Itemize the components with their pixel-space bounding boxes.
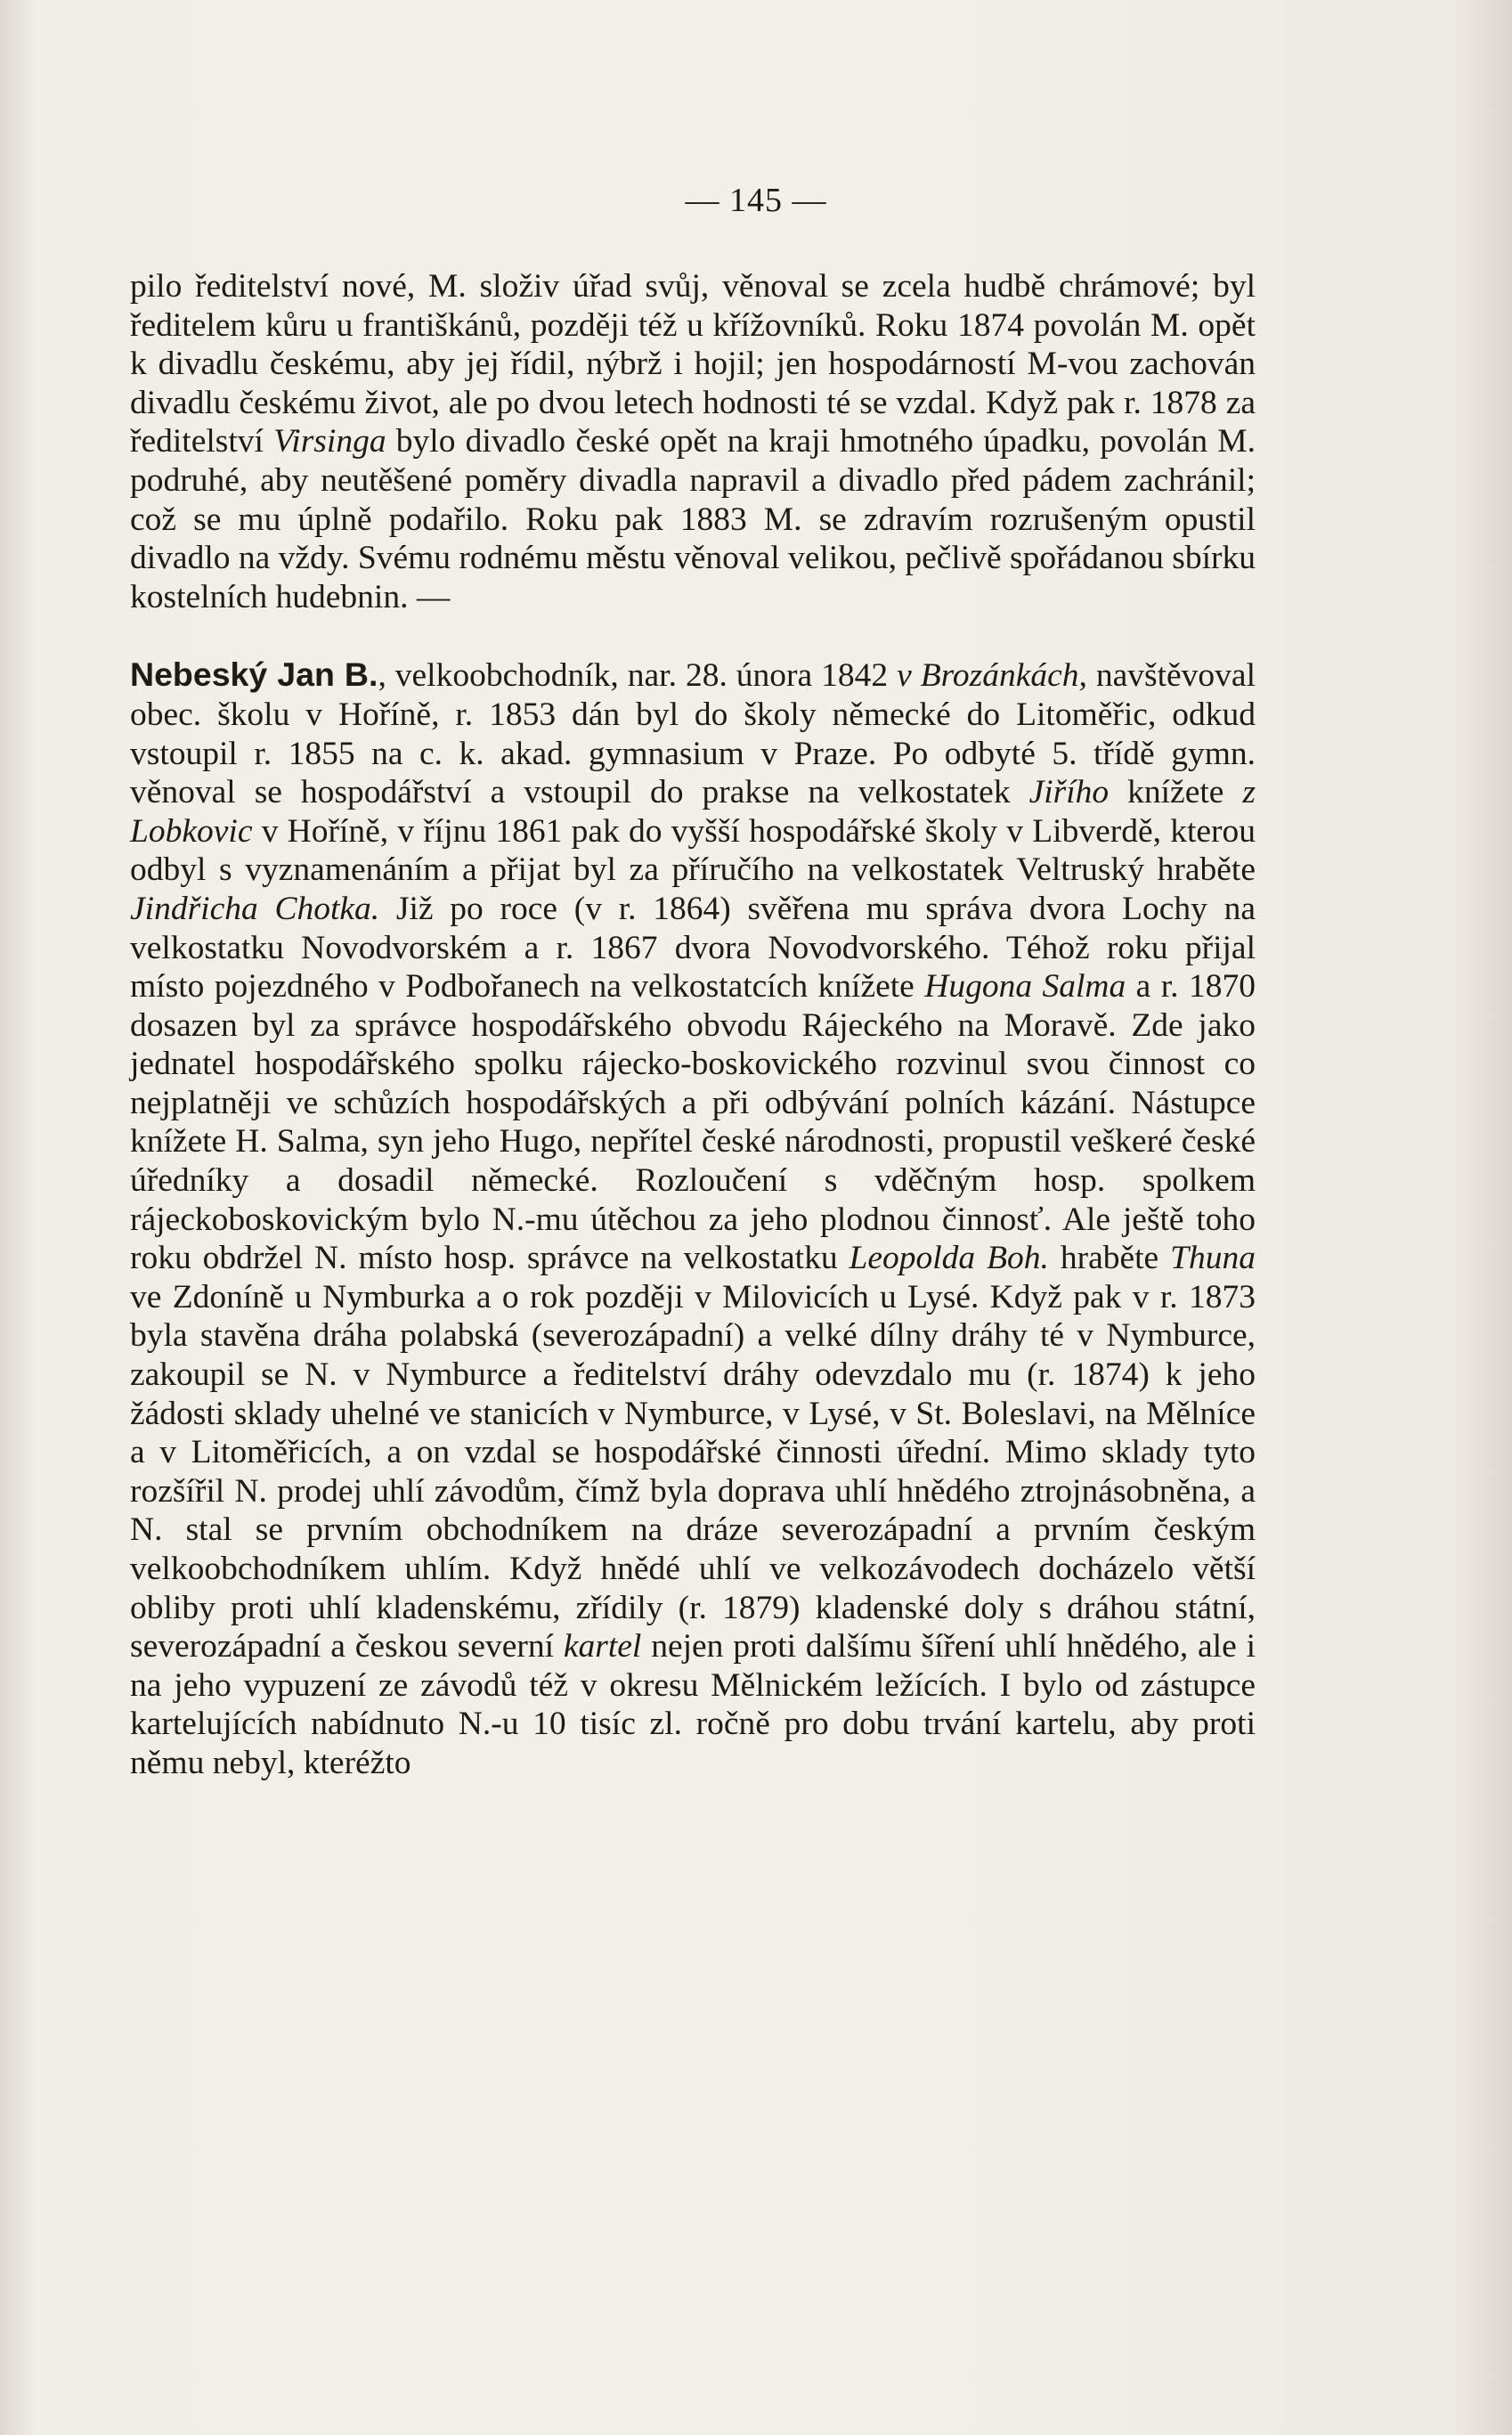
italic-name: Jindřicha Chotka. xyxy=(130,890,380,927)
paragraph-nebesky xyxy=(130,656,1256,1782)
body-text xyxy=(130,267,1256,1783)
text-run: , velkoobchodník, nar. 28. února 1842 xyxy=(378,657,898,695)
italic-name: Leopolda Boh. xyxy=(849,1240,1049,1277)
page-number: — 145 — xyxy=(685,182,827,219)
text-run: v Hoříně, v říjnu 1861 pak do vyšší hospodářské školy v Libverdě, kterou odbyl s vyznamenáním a přijat byl za příručího na velkostatek Veltruský hraběte xyxy=(130,812,1256,889)
entry-lead xyxy=(130,657,378,694)
text-run: ve Zdoníně u Nymburka a o rok později v Milovicích u Lysé. Když pak v r. 1873 byla stavěna dráha polabská (severozápadní) a velké dílny dráhy té v Nymburce, zakoupil se N. v Nymburce a ředitelství dráhy odevzdalo mu (r. 1874) k jeho žádosti sklady uhelné ve stanicích v Nymburce, v Lysé, v St. Boleslavi, na Mělníce a v Litoměřicích, a on vzdal se hospodářské činnosti úřední. Mimo sklady tyto rozšířil N. prodej uhlí závodům, čímž byla doprava uhlí hnědého ztrojnásobněna, a N. stal se prvním obchodníkem na dráze severozápadní a prvním českým velkoobchodníkem uhlím. Když hnědé uhlí ve velkozávodech docházelo větší obliby proti uhlí kladenskému, zřídily (r. 1879) kladenské doly s dráhou státní, severozápadní a českou severní xyxy=(130,1278,1256,1665)
italic-name: Hugona Salma xyxy=(924,968,1126,1006)
text-run: navštěvoval obec. školu v Hoříně, r. 1853 dán byl do školy německé do Litoměřic, odkud vstoupil r. 1855 na c. k. akad. gymnasium v Praze. Po odbyté 5. třídě gymn. věnoval se hospodářství a vstoupil do prakse na velkostatek xyxy=(130,657,1256,811)
text-run: Již po roce (v r. 1864) svěřena mu správa dvora Lochy na velkostatku Novodvorském a r. 1867 dvora Novodvorského. Téhož roku přijal místo pojezdného v Podbořanech na velkostatcích knížete xyxy=(130,890,1256,1006)
paragraph-mosic-end xyxy=(130,267,1256,616)
italic-name: Thuna xyxy=(1170,1240,1256,1277)
italic-name: Virsinga xyxy=(273,423,386,460)
italic-name: z Lobkovic xyxy=(130,774,1256,850)
text-run: nejen proti dalšímu šíření uhlí hnědého, ale i na jeho vypuzení ze závodů též v okresu Mělnickém ležících. I bylo od zástupce kartelujících nabídnuto N.-u 10 tisíc zl. ročně pro dobu trvání kartelu, aby proti němu nebyl, kteréžto xyxy=(130,1628,1256,1781)
italic-term: kartel xyxy=(563,1628,642,1665)
text-run: hraběte xyxy=(1048,1240,1171,1277)
italic-name: Jiřího xyxy=(1028,774,1110,811)
text-run: bylo divadlo české opět na kraji hmotného úpadku, povolán M. podruhé, aby neutěšené poměry divadla napravil a divadlo před pádem zachránil; což se mu úplně podařilo. Roku pak 1883 M. se zdravím rozrušeným opustil divadlo na vždy. Svému rodnému městu věnoval velikou, pečlivě spořádanou sbírku kostelních hudebnin. — xyxy=(130,423,1256,615)
entry-heading: Nebeský Jan B. xyxy=(130,656,378,694)
text-run: knížete xyxy=(1109,774,1243,811)
text-run: pilo ředitelství nové, M. složiv úřad svůj, věnoval se zcela hudbě chrámové; byl ředitelem kůru u františkánů, později též u křížovníků. Roku 1874 povolán M. opět k divadlu českému, aby jej řídil, nýbrž i hojil; jen hospodárností M-vou zachován divadlu českému život, ale po dvou letech hodnosti té se vzdal. Když pak r. 1878 za ředitelství xyxy=(130,268,1256,460)
italic-place: v Brozánkách, xyxy=(897,657,1087,695)
text-run: a r. 1870 dosazen byl za správce hospodářského obvodu Rájeckého na Moravě. Zde jako jednatel hospodářského spolku rájecko-boskovického rozvinul svou činnost co nejplatněji ve schůzích hospodářských a při odbývání polních kázání. Nástupce knížete H. Salma, syn jeho Hugo, nepřítel české národnosti, propustil veškeré české úředníky a dosadil německé. Rozloučení s vděčným hosp. spolkem rájeckoboskovickým bylo N.-mu útěchou za jeho plodnou činnosť. Ale ještě toho roku obdržel N. místo hosp. správce na velkostatku xyxy=(130,968,1256,1277)
